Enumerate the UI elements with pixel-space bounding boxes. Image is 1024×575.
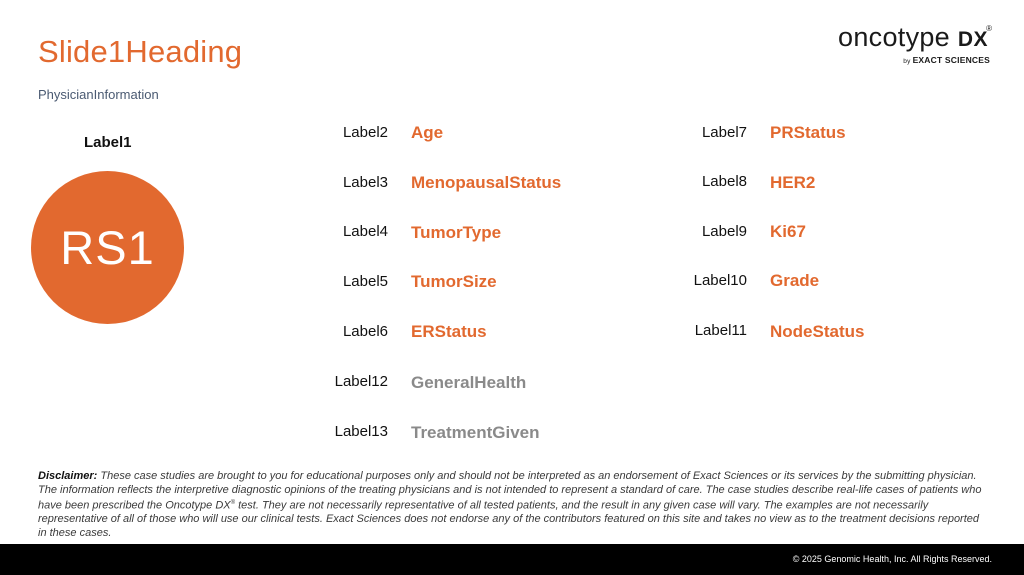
recurrence-score-value: RS1	[60, 221, 155, 274]
disclaimer-body-2: test. They are not necessarily representative of all tested patients, and the result in any given case will vary. The examples are not necessarily representative of all of those who will use our clinical tests. Exact Sciences does not endorse any of the contributors featured on this site and takes no view as to the treatment decisions reported in these cases.	[38, 499, 980, 540]
field-label: Label4	[342, 223, 388, 240]
disclaimer-body-1: These case studies are brought to you for educational purposes only and should not be interpreted as an endorsement of Exact Sciences or its services by the submitting physician. The information reflects the interpretive diagnostic opinions of the treating physicians and is not intended to represent a standard of care. The case studies describe real-life cases of patients who have been prescribed the Oncotype DX	[38, 470, 982, 512]
logo-wordmark	[838, 22, 988, 53]
field-label: Label12	[334, 373, 388, 390]
logo-byline	[903, 55, 990, 65]
slide-subheading: PhysicianInformation	[38, 87, 159, 102]
field-label: Label11	[694, 322, 747, 339]
slide-heading: Slide1Heading	[38, 34, 243, 69]
score-label: Label1	[84, 134, 132, 151]
field-label: Label13	[334, 423, 388, 440]
logo-brand: oncotype	[838, 22, 950, 52]
field-label: Label6	[342, 323, 388, 340]
field-value-pr-status: PRStatus	[770, 123, 846, 142]
field-label: Label8	[701, 173, 747, 190]
disclaimer-title: Disclaimer:	[38, 470, 98, 482]
field-label: Label5	[342, 273, 388, 290]
field-value-node-status: NodeStatus	[770, 322, 865, 341]
copyright-text: © 2025 Genomic Health, Inc. All Rights Reserved.	[792, 554, 992, 564]
logo-registered-mark: ®	[986, 24, 992, 33]
logo-dx: DX	[957, 28, 988, 51]
footer-bar	[0, 544, 1024, 575]
field-value-her2: HER2	[770, 173, 816, 192]
logo-by: by	[903, 58, 911, 65]
disclaimer-text	[38, 470, 988, 541]
field-label: Label9	[701, 223, 747, 240]
field-value-age: Age	[411, 123, 444, 142]
field-label: Label2	[342, 124, 388, 141]
field-label: Label3	[342, 174, 388, 191]
field-value-er-status: ERStatus	[411, 322, 487, 341]
oncotype-dx-logo	[832, 22, 992, 68]
logo-company: EXACT SCIENCES	[912, 55, 990, 65]
field-label: Label7	[701, 124, 747, 141]
field-value-treatment-given: TreatmentGiven	[411, 423, 540, 442]
field-value-ki67: Ki67	[770, 222, 806, 241]
field-value-menopausal-status: MenopausalStatus	[411, 173, 562, 192]
disclaimer-registered-mark: ®	[230, 500, 236, 507]
recurrence-score-circle	[31, 171, 184, 324]
field-label: Label10	[693, 272, 747, 289]
field-value-general-health: GeneralHealth	[411, 373, 527, 392]
field-value-tumor-type: TumorType	[411, 223, 502, 242]
field-value-grade: Grade	[770, 271, 820, 290]
field-value-tumor-size: TumorSize	[411, 272, 497, 291]
